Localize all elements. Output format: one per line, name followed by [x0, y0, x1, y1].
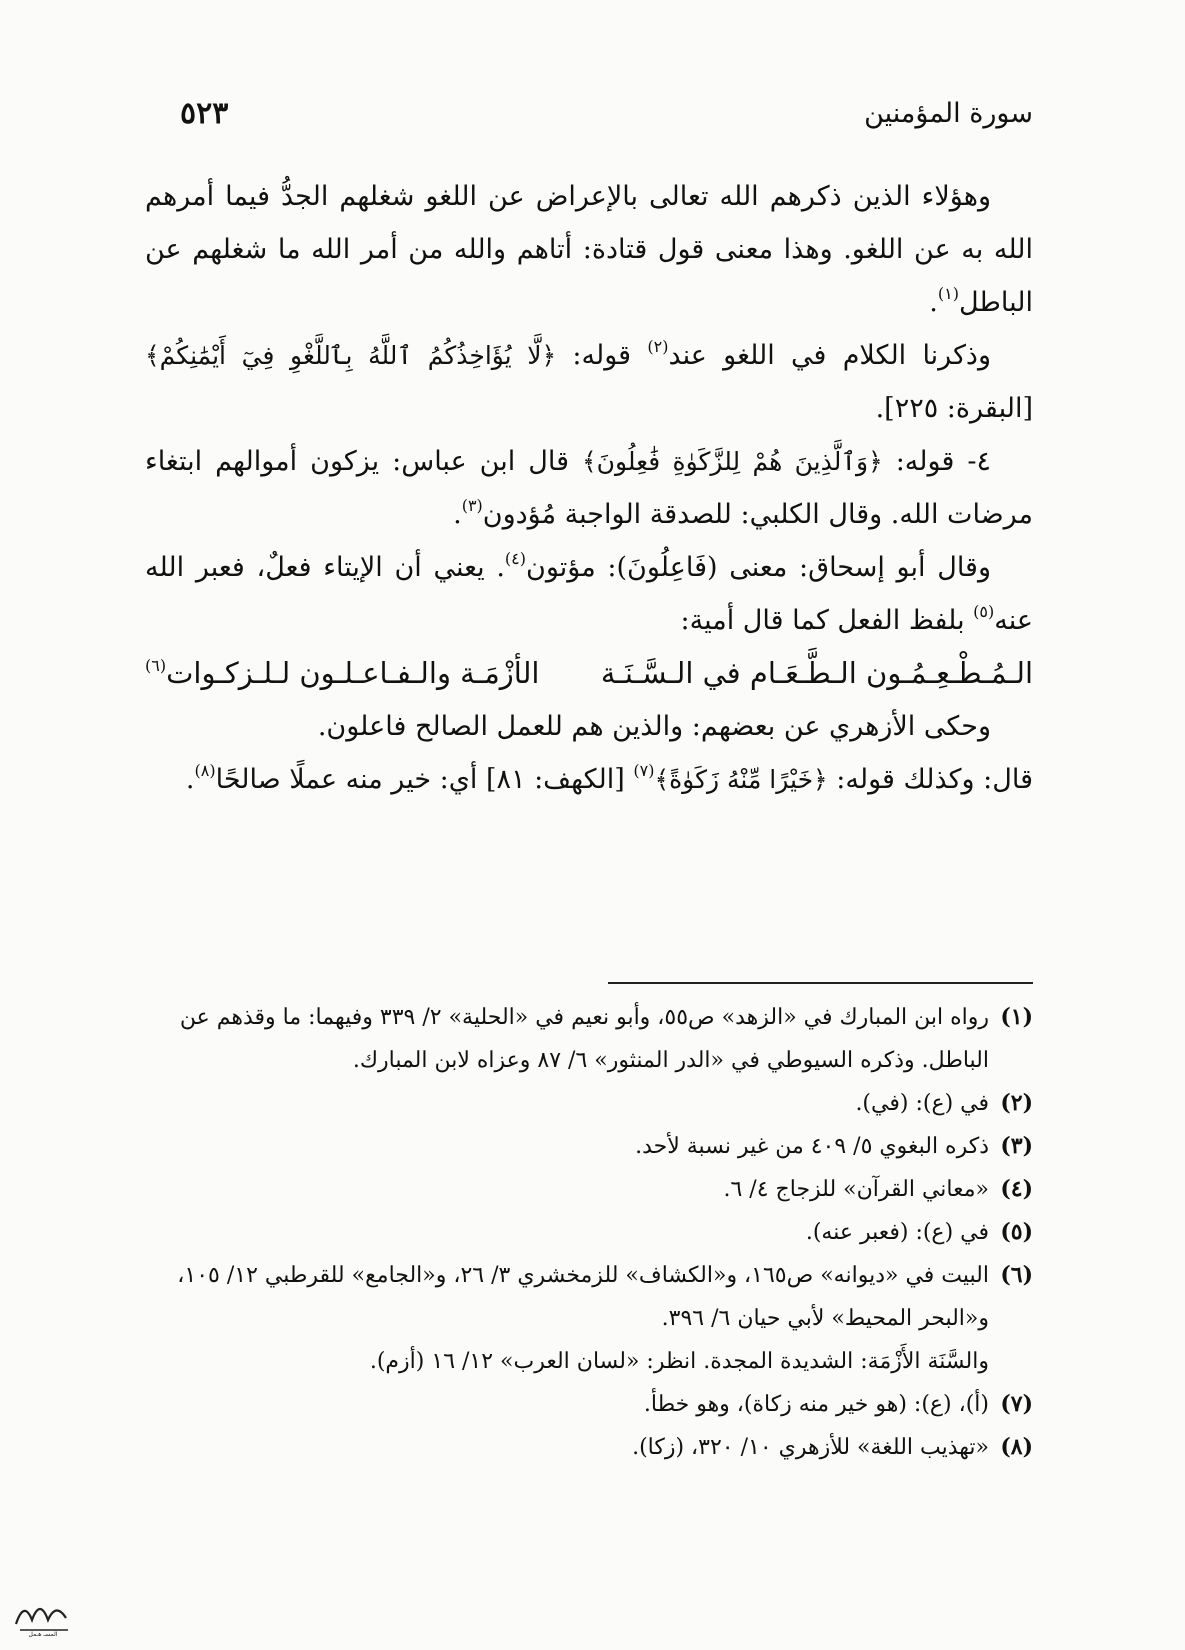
page-number: ٥٢٣: [180, 95, 229, 131]
quran-verse: ﴿لَّا يُؤَاخِذُكُمُ ٱللَّهُ بِٱللَّغْوِ فِيٓ أَيْمَٰنِكُمْ﴾: [145, 341, 557, 370]
paragraph-6: قال: وكذلك قوله: ﴿خَيْرًا مِّنْهُ زَكَوٰةً﴾$^{(٧)}$ [الكهف: ٨١] أي: خير منه عملًا صالحًا$^{(٨)}$.: [185, 761, 1033, 795]
logo-text: المسـ هـمل: [28, 1631, 58, 1638]
paragraph-4: وقال أبو إسحاق: معنى (فَاعِلُونَ): مؤتون$^{(٤)}$. يعني أن الإيتاء فعلٌ، فعبر الله عنه$^{(٥)}$ بلفظ الفعل كما قال أمية:: [145, 549, 1033, 636]
footnote-ref-5[interactable]: (٥): [973, 602, 995, 621]
publisher-logo: [10, 1590, 76, 1638]
paragraph-2: وذكرنا الكلام في اللغو عند$^{(٢)}$ قوله: ﴿لَّا يُؤَاخِذُكُمُ ٱللَّهُ بِٱللَّغْوِ فِيٓ أَيْمَٰنِكُمْ﴾ [البقرة: ٢٢٥].: [145, 337, 1033, 424]
main-text: [145, 170, 1033, 806]
quran-verse: ﴿وَٱلَّذِينَ هُمْ لِلزَّكَوٰةِ فَٰعِلُونَ﴾: [581, 447, 883, 476]
paragraph-5: وحكى الأزهري عن بعضهم: والذين هم للعمل الصالح فاعلون.: [317, 711, 991, 742]
footnote-ref-1[interactable]: (١): [937, 284, 959, 303]
paragraph-1: وهؤلاء الذين ذكرهم الله تعالى بالإعراض عن اللغو شغلهم الجدُّ فيما أمرهم الله به عن اللغو. وهذا معنى قول قتادة: أتاهم والله من أمر الله ما شغلهم عن الباطل$^{(١)}$.: [145, 181, 1033, 318]
footnote-5: (٥) في (ع): (فعبر عنه).: [805, 1219, 1033, 1245]
paragraph-3: ٤- قوله: ﴿وَٱلَّذِينَ هُمْ لِلزَّكَوٰةِ فَٰعِلُونَ﴾ قال ابن عباس: يزكون أموالهم ابتغاء مرضات الله. وقال الكلبي: للصدقة الواجبة مُؤدون$^{(٣)}$.: [145, 446, 1033, 530]
quran-verse: ﴿خَيْرًا مِّنْهُ زَكَوٰةً﴾: [654, 765, 828, 794]
poem-verse: [145, 647, 1033, 700]
footnote-8: (٨) «تهذيب اللغة» للأزهري ١٠/ ٣٢٠، (زكا).: [632, 1434, 1033, 1460]
footnote-ref-6[interactable]: (٦): [145, 656, 167, 675]
footnote-ref-3[interactable]: (٣): [461, 496, 483, 515]
footnote-7: (٧) (أ)، (ع): (هو خير منه زكاة)، وهو خطأ.: [643, 1391, 1033, 1417]
footnote-ref-7[interactable]: (٧): [633, 761, 655, 780]
footnote-ref-2[interactable]: (٢): [647, 337, 669, 356]
poem-second-hemistich-wrap: [145, 647, 539, 700]
footnote-6: (٦) البيت في «ديوانه» ص١٦٥، و«الكشاف» للزمخشري ٣/ ٢٦، و«الجامع» للقرطبي ١٢/ ١٠٥، و«البحر المحيط» لأبي حيان ٦/ ٣٩٦.: [177, 1262, 1033, 1331]
footnote-1: (١) رواه ابن المبارك في «الزهد» ص٥٥، وأبو نعيم في «الحلية» ٢/ ٣٣٩ وفيهما: ما وقذهم عن الباطل. وذكره السيوطي في «الدر المنثور» ٦/ ٨٧ وعزاه لابن المبارك.: [179, 1004, 1033, 1073]
footnotes: [145, 996, 1033, 1469]
footnote-divider: [608, 982, 1033, 984]
poem-first-hemistich: الـمُـطْـعِـمُـون الـطَّـعَـام في الـسَّـنَـة: [600, 656, 1033, 690]
footnote-2: (٢) في (ع): (في).: [855, 1090, 1033, 1116]
footnote-ref-8[interactable]: (٨): [194, 761, 216, 780]
page-header: [180, 88, 1033, 138]
footnote-ref-4[interactable]: (٤): [504, 549, 527, 568]
footnote-3: (٣) ذكره البغوي ٥/ ٤٠٩ من غير نسبة لأحد.: [635, 1133, 1033, 1159]
poem-second-hemistich: الأزْمَـة والـفـاعـلـون لـلـزكـوات: [166, 656, 540, 690]
footnote-4: (٤) «معاني القرآن» للزجاج ٤/ ٦.: [723, 1176, 1033, 1202]
footnote-6-continuation: والسَّنَة الأَزْمَة: الشديدة المجدة. انظر: «لسان العرب» ١٢/ ١٦ (أزم).: [369, 1349, 989, 1374]
surah-title: سورة المؤمنين: [864, 97, 1033, 129]
